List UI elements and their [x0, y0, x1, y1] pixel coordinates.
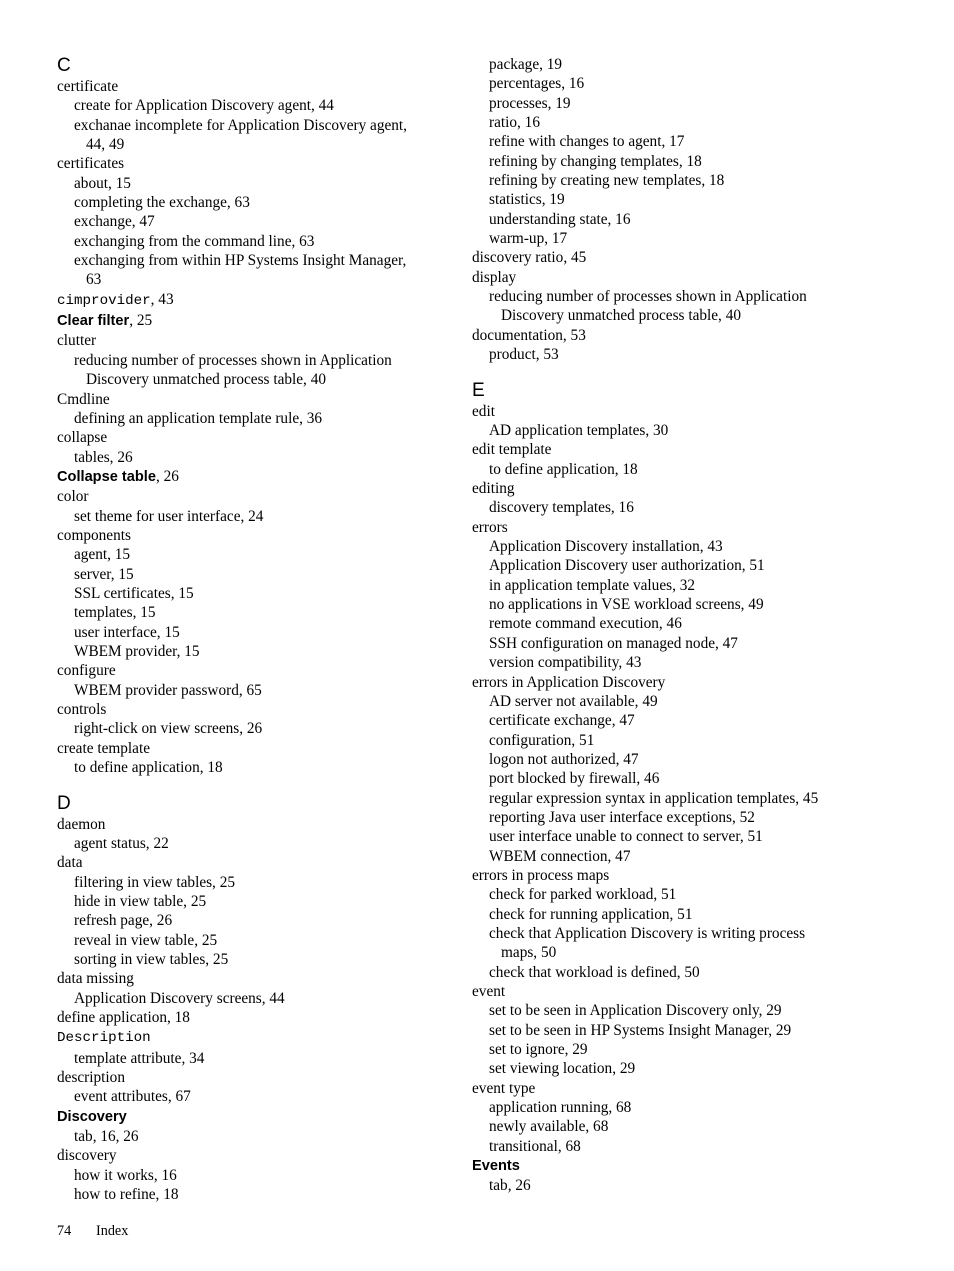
entry-term: discovery templates, 16	[489, 499, 634, 517]
index-entry	[57, 1068, 457, 1087]
index-entry	[57, 1107, 457, 1127]
entry-term: Collapse table	[57, 468, 156, 485]
index-subentry	[57, 193, 457, 212]
entry-term: errors	[472, 518, 508, 536]
index-entry	[472, 866, 892, 885]
entry-term: to define application, 18	[74, 759, 223, 777]
index-subentry	[472, 421, 892, 440]
index-subentry	[472, 789, 892, 808]
index-entry	[57, 428, 457, 447]
index-subentry	[57, 1087, 457, 1106]
index-subentry	[57, 892, 457, 911]
index-subentry	[57, 642, 457, 661]
index-subentry	[472, 1098, 892, 1117]
index-subentry	[472, 460, 892, 479]
entry-term: port blocked by firewall, 46	[489, 770, 660, 788]
entry-term: defining an application template rule, 36	[74, 409, 323, 427]
entry-term: understanding state, 16	[489, 210, 631, 228]
index-subentry	[472, 55, 892, 74]
entry-term: templates, 15	[74, 604, 156, 622]
index-subentry	[57, 212, 457, 231]
index-subentry	[57, 931, 457, 950]
entry-term: set to ignore, 29	[489, 1041, 588, 1059]
entry-term: reducing number of processes shown in Application	[489, 288, 807, 306]
index-subentry	[57, 448, 457, 467]
index-entry	[57, 290, 457, 311]
entry-term: warm-up, 17	[489, 230, 568, 248]
entry-term: statistics, 19	[489, 191, 565, 209]
index-subentry	[472, 750, 892, 769]
entry-term: newly available, 68	[489, 1118, 609, 1136]
entry-term: edit template	[472, 441, 552, 459]
index-subentry	[472, 943, 892, 962]
entry-term: transitional, 68	[489, 1137, 581, 1155]
entry-term: 44, 49	[86, 136, 125, 154]
entry-term: create for Application Discovery agent, 44	[74, 97, 334, 115]
page-footer	[57, 1222, 128, 1240]
index-subentry	[472, 74, 892, 93]
index-entry	[57, 815, 457, 834]
section-gap	[57, 777, 457, 792]
index-entry	[57, 853, 457, 872]
index-entry	[57, 739, 457, 758]
entry-term: set to be seen in HP Systems Insight Manager, 29	[489, 1021, 792, 1039]
index-entry	[57, 331, 457, 350]
index-subentry	[57, 96, 457, 115]
entry-term: server, 15	[74, 565, 134, 583]
entry-term: AD server not available, 49	[489, 692, 658, 710]
entry-term: event type	[472, 1079, 536, 1097]
index-entry	[472, 479, 892, 498]
entry-term: Discovery unmatched process table, 40	[501, 307, 741, 325]
entry-term: reporting Java user interface exceptions, 52	[489, 808, 755, 826]
entry-page-refs: , 25	[129, 312, 153, 330]
entry-term: controls	[57, 701, 107, 718]
entry-term: certificates	[57, 155, 125, 173]
index-entry	[57, 390, 457, 409]
entry-term: configure	[57, 662, 116, 680]
index-subentry	[57, 565, 457, 584]
index-subentry	[472, 769, 892, 788]
entry-term: refresh page, 26	[74, 912, 173, 930]
entry-term: completing the exchange, 63	[74, 194, 250, 212]
entry-term: data missing	[57, 970, 134, 988]
section-gap	[472, 365, 892, 380]
entry-term: tables, 26	[74, 448, 133, 466]
index-subentry	[57, 584, 457, 603]
index-subentry	[57, 873, 457, 892]
entry-term: ratio, 16	[489, 114, 540, 132]
entry-term: AD application templates, 30	[489, 422, 669, 440]
index-subentry	[57, 409, 457, 428]
index-letter-heading: C	[57, 55, 71, 76]
entry-term: agent, 15	[74, 546, 131, 564]
index-subentry	[472, 94, 892, 113]
entry-term: define application, 18	[57, 1009, 190, 1026]
index-subentry	[472, 808, 892, 827]
entry-term: percentages, 16	[489, 75, 585, 93]
index-subentry	[472, 963, 892, 982]
index-subentry	[472, 827, 892, 846]
entry-term: edit	[472, 402, 495, 420]
index-entry	[472, 673, 892, 692]
index-subentry	[57, 1049, 457, 1068]
entry-term: check that Application Discovery is writing process	[489, 924, 806, 942]
entry-term: refining by changing templates, 18	[489, 152, 702, 170]
index-entry	[57, 467, 457, 487]
entry-term: configuration, 51	[489, 731, 595, 749]
entry-term: user interface, 15	[74, 623, 180, 641]
index-subentry	[472, 306, 892, 325]
index-subentry	[472, 924, 892, 943]
entry-term: set to be seen in Application Discovery only, 29	[489, 1002, 782, 1020]
entry-term: exchange, 47	[74, 213, 155, 231]
index-entry	[472, 248, 892, 267]
index-subentry	[57, 116, 457, 135]
entry-term: check for running application, 51	[489, 905, 693, 923]
index-subentry	[57, 1127, 457, 1146]
entry-term: in application template values, 32	[489, 576, 696, 594]
index-entry	[57, 1008, 457, 1027]
index-subentry	[57, 251, 457, 270]
entry-term: filtering in view tables, 25	[74, 873, 236, 891]
entry-term: Discovery	[57, 1108, 127, 1125]
entry-term: refining by creating new templates, 18	[489, 172, 725, 190]
index-subentry	[472, 595, 892, 614]
entry-term: to define application, 18	[489, 460, 638, 478]
entry-term: exchanae incomplete for Application Discovery agent,	[74, 116, 408, 134]
index-entry	[472, 268, 892, 287]
index-subentry	[57, 270, 457, 289]
entry-term: WBEM provider, 15	[74, 642, 200, 660]
index-subentry	[472, 537, 892, 556]
index-subentry	[57, 681, 457, 700]
index-entry	[57, 700, 457, 719]
entry-term: remote command execution, 46	[489, 615, 682, 633]
entry-term: Events	[472, 1158, 520, 1175]
entry-term: check that workload is defined, 50	[489, 963, 700, 981]
index-subentry	[472, 692, 892, 711]
entry-term: collapse	[57, 429, 108, 447]
index-entry	[472, 440, 892, 459]
section-title: Index	[96, 1223, 129, 1239]
entry-term: tab, 26	[489, 1177, 531, 1195]
index-entry	[472, 1156, 892, 1176]
index-subentry	[57, 507, 457, 526]
index-subentry	[472, 556, 892, 575]
index-subentry	[472, 190, 892, 209]
index-entry	[57, 1027, 457, 1048]
entry-term: daemon	[57, 815, 106, 833]
index-subentry	[472, 905, 892, 924]
index-entry	[472, 1079, 892, 1098]
index-subentry	[472, 1117, 892, 1136]
index-subentry	[472, 847, 892, 866]
entry-term: logon not authorized, 47	[489, 750, 639, 768]
entry-term: reveal in view table, 25	[74, 931, 218, 949]
entry-term: product, 53	[489, 346, 559, 364]
index-column-right	[472, 55, 892, 1196]
index-entry	[472, 518, 892, 537]
index-subentry	[472, 1021, 892, 1040]
entry-term: user interface unable to connect to server, 51	[489, 828, 763, 846]
entry-term: agent status, 22	[74, 834, 169, 852]
index-subentry	[472, 885, 892, 904]
entry-term: discovery	[57, 1147, 117, 1165]
index-subentry	[57, 545, 457, 564]
index-subentry	[472, 152, 892, 171]
index-subentry	[472, 1137, 892, 1156]
index-subentry	[57, 232, 457, 251]
index-subentry	[472, 1059, 892, 1078]
entry-term: components	[57, 526, 131, 544]
index-subentry	[472, 634, 892, 653]
entry-term: application running, 68	[489, 1099, 632, 1117]
entry-term: description	[57, 1069, 125, 1087]
entry-term: cimprovider	[57, 292, 151, 309]
entry-term: about, 15	[74, 174, 131, 192]
index-entry	[57, 969, 457, 988]
entry-term: exchanging from within HP Systems Insight Manager,	[74, 252, 407, 270]
index-entry	[57, 661, 457, 680]
index-subentry	[57, 174, 457, 193]
index-subentry	[472, 614, 892, 633]
index-subentry	[472, 287, 892, 306]
index-subentry	[57, 758, 457, 777]
entry-term: documentation, 53	[472, 326, 586, 344]
index-subentry	[57, 623, 457, 642]
entry-term: check for parked workload, 51	[489, 886, 677, 904]
index-subentry	[57, 1185, 457, 1204]
index-subentry	[472, 498, 892, 517]
index-subentry	[57, 911, 457, 930]
index-subentry	[472, 711, 892, 730]
entry-term: WBEM connection, 47	[489, 847, 631, 865]
index-entry	[472, 402, 892, 421]
index-entry	[57, 77, 457, 96]
index-subentry	[472, 132, 892, 151]
index-subentry	[57, 950, 457, 969]
index-subentry	[57, 135, 457, 154]
entry-term: version compatibility, 43	[489, 654, 642, 672]
index-subentry	[57, 351, 457, 370]
entry-term: Cmdline	[57, 390, 110, 408]
index-subentry	[472, 1001, 892, 1020]
entry-term: display	[472, 268, 517, 286]
entry-term: Application Discovery user authorization, 51	[489, 557, 765, 575]
entry-term: Discovery unmatched process table, 40	[86, 371, 326, 389]
index-column-left	[57, 55, 457, 1204]
entry-page-refs: , 43	[150, 290, 174, 308]
index-subentry	[472, 171, 892, 190]
entry-term: color	[57, 488, 89, 506]
entry-term: regular expression syntax in application templates, 45	[489, 789, 819, 807]
entry-term: exchanging from the command line, 63	[74, 232, 315, 250]
entry-term: clutter	[57, 332, 97, 350]
index-entry	[57, 154, 457, 173]
entry-page-refs: , 26	[155, 467, 179, 485]
page-number: 74	[57, 1223, 72, 1239]
index-entry	[472, 982, 892, 1001]
index-subentry	[472, 229, 892, 248]
entry-term: data	[57, 854, 83, 872]
index-entry	[57, 487, 457, 506]
index-subentry	[57, 1166, 457, 1185]
entry-term: Description	[57, 1030, 151, 1047]
entry-term: 63	[86, 271, 102, 289]
entry-term: WBEM provider password, 65	[74, 681, 262, 699]
entry-term: tab, 16, 26	[74, 1128, 139, 1146]
index-subentry	[57, 370, 457, 389]
index-subentry	[57, 989, 457, 1008]
entry-term: SSH configuration on managed node, 47	[489, 634, 738, 652]
entry-term: right-click on view screens, 26	[74, 720, 263, 738]
index-entry	[57, 311, 457, 331]
entry-term: Application Discovery installation, 43	[489, 538, 723, 556]
entry-term: certificate exchange, 47	[489, 712, 635, 730]
entry-term: package, 19	[489, 56, 563, 73]
entry-term: set viewing location, 29	[489, 1060, 636, 1078]
index-subentry	[472, 345, 892, 364]
entry-term: event attributes, 67	[74, 1088, 191, 1106]
index-subentry	[472, 576, 892, 595]
entry-term: create template	[57, 739, 150, 757]
entry-term: SSL certificates, 15	[74, 584, 194, 602]
index-subentry	[472, 731, 892, 750]
index-letter-heading: E	[472, 379, 485, 401]
entry-term: event	[472, 983, 506, 1000]
index-subentry	[57, 603, 457, 622]
index-subentry	[472, 653, 892, 672]
index-subentry	[57, 834, 457, 853]
entry-term: no applications in VSE workload screens, 49	[489, 596, 764, 614]
index-entry	[472, 326, 892, 345]
entry-term: how it works, 16	[74, 1166, 177, 1184]
index-entry	[57, 526, 457, 545]
entry-term: sorting in view tables, 25	[74, 950, 229, 968]
entry-term: discovery ratio, 45	[472, 249, 587, 267]
index-subentry	[472, 1176, 892, 1195]
entry-term: set theme for user interface, 24	[74, 507, 264, 525]
index-subentry	[57, 719, 457, 738]
index-subentry	[472, 210, 892, 229]
entry-term: how to refine, 18	[74, 1186, 179, 1204]
entry-term: Clear filter	[57, 313, 130, 330]
entry-term: editing	[472, 480, 515, 498]
index-subentry	[472, 113, 892, 132]
entry-term: Application Discovery screens, 44	[74, 989, 285, 1007]
entry-term: hide in view table, 25	[74, 892, 207, 910]
entry-term: processes, 19	[489, 94, 571, 112]
entry-term: maps, 50	[501, 944, 557, 962]
index-entry	[57, 1146, 457, 1165]
index-letter-heading: D	[57, 792, 71, 814]
entry-term: errors in process maps	[472, 866, 610, 884]
entry-term: refine with changes to agent, 17	[489, 133, 685, 151]
index-subentry	[472, 1040, 892, 1059]
entry-term: reducing number of processes shown in Application	[74, 351, 392, 369]
entry-term: template attribute, 34	[74, 1049, 205, 1067]
entry-term: certificate	[57, 78, 119, 95]
entry-term: errors in Application Discovery	[472, 673, 666, 691]
